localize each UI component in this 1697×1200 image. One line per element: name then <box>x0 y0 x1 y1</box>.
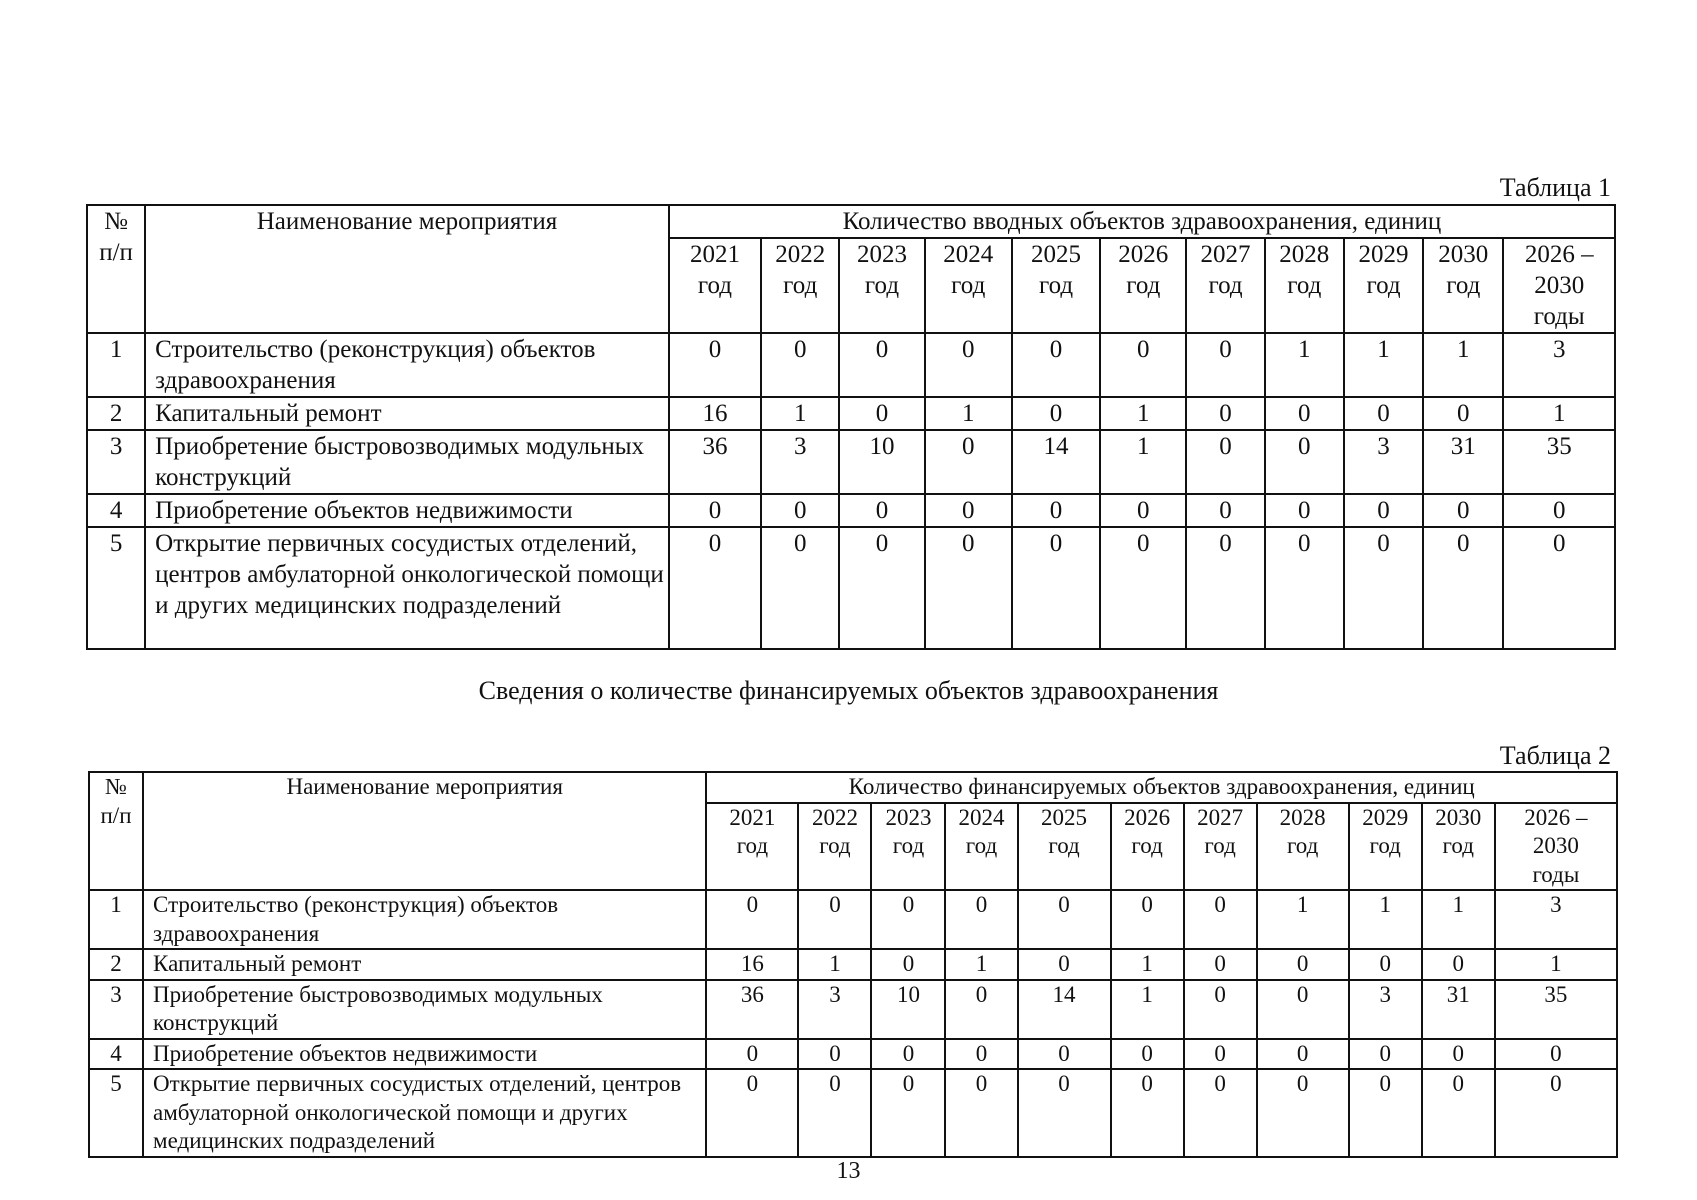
value-cell: 0 <box>1265 397 1344 430</box>
value-cell: 3 <box>1349 980 1422 1039</box>
row-number: 1 <box>87 333 145 397</box>
activity-name: Приобретение объектов недвижимости <box>145 494 669 527</box>
value-cell: 14 <box>1012 430 1100 494</box>
value-cell: 0 <box>925 333 1012 397</box>
value-cell: 0 <box>1111 1039 1184 1070</box>
activity-name: Приобретение быстровозводимых модульных конструкций <box>143 980 706 1039</box>
row-number: 5 <box>87 527 145 649</box>
table-row <box>89 1039 1617 1070</box>
header-activity-name: Наименование мероприятия <box>145 205 669 333</box>
value-cell: 0 <box>925 527 1012 649</box>
value-cell: 0 <box>839 527 924 649</box>
value-cell: 1 <box>1423 333 1503 397</box>
table2-caption: Таблица 2 <box>1499 741 1611 770</box>
header-year: 2026 – 2030 годы <box>1495 803 1617 891</box>
header-year: 2025 год <box>1012 238 1100 333</box>
value-cell: 0 <box>839 494 924 527</box>
header-year: 2027 год <box>1186 238 1264 333</box>
value-cell: 0 <box>798 890 871 949</box>
table-row <box>87 527 1615 649</box>
value-cell: 16 <box>669 397 761 430</box>
table1 <box>86 204 1616 650</box>
header-year: 2022 год <box>798 803 871 891</box>
value-cell: 3 <box>1503 333 1615 397</box>
value-cell: 0 <box>1423 527 1503 649</box>
value-cell: 0 <box>1257 1039 1349 1070</box>
row-number: 4 <box>87 494 145 527</box>
row-number: 2 <box>89 949 143 980</box>
value-cell: 0 <box>1257 1069 1349 1157</box>
value-cell: 1 <box>761 397 839 430</box>
value-cell: 0 <box>706 890 798 949</box>
header-year: 2021 год <box>669 238 761 333</box>
value-cell: 35 <box>1495 980 1617 1039</box>
activity-name: Приобретение объектов недвижимости <box>143 1039 706 1070</box>
value-cell: 3 <box>1344 430 1423 494</box>
value-cell: 0 <box>1265 527 1344 649</box>
header-row-number: № п/п <box>89 772 143 890</box>
value-cell: 0 <box>1186 397 1264 430</box>
value-cell: 1 <box>1422 890 1495 949</box>
value-cell: 0 <box>1186 527 1264 649</box>
value-cell: 1 <box>945 949 1017 980</box>
value-cell: 0 <box>1349 949 1422 980</box>
value-cell: 0 <box>1344 527 1423 649</box>
value-cell: 1 <box>1100 430 1186 494</box>
value-cell: 0 <box>1018 1069 1111 1157</box>
value-cell: 0 <box>1184 890 1257 949</box>
value-cell: 0 <box>1012 494 1100 527</box>
header-year: 2023 год <box>839 238 924 333</box>
value-cell: 0 <box>1186 333 1264 397</box>
value-cell: 0 <box>1344 494 1423 527</box>
value-cell: 1 <box>1349 890 1422 949</box>
value-cell: 0 <box>1111 1069 1184 1157</box>
table-row <box>89 1069 1617 1157</box>
value-cell: 16 <box>706 949 798 980</box>
value-cell: 0 <box>1018 1039 1111 1070</box>
value-cell: 0 <box>1349 1069 1422 1157</box>
value-cell: 0 <box>1184 949 1257 980</box>
activity-name: Капитальный ремонт <box>145 397 669 430</box>
table-row <box>87 397 1615 430</box>
header-year: 2026 год <box>1111 803 1184 891</box>
value-cell: 0 <box>925 494 1012 527</box>
activity-name: Открытие первичных сосудистых отделений, центров амбулаторной онкологической помощи и других медицинских подразделений <box>145 527 669 649</box>
activity-name: Строительство (реконструкция) объектов здравоохранения <box>145 333 669 397</box>
value-cell: 0 <box>871 1069 945 1157</box>
page-number: 13 <box>836 1158 861 1184</box>
header-year: 2027 год <box>1184 803 1257 891</box>
table2 <box>88 771 1618 1158</box>
header-year: 2028 год <box>1257 803 1349 891</box>
value-cell: 10 <box>839 430 924 494</box>
activity-name: Капитальный ремонт <box>143 949 706 980</box>
value-cell: 1 <box>1111 949 1184 980</box>
value-cell: 1 <box>925 397 1012 430</box>
value-cell: 0 <box>1495 1069 1617 1157</box>
activity-name: Строительство (реконструкция) объектов здравоохранения <box>143 890 706 949</box>
value-cell: 3 <box>761 430 839 494</box>
table2-heading: Сведения о количестве финансируемых объектов здравоохранения <box>478 676 1219 705</box>
value-cell: 0 <box>1018 890 1111 949</box>
value-cell: 0 <box>871 949 945 980</box>
row-number: 2 <box>87 397 145 430</box>
value-cell: 0 <box>669 527 761 649</box>
value-cell: 0 <box>945 1039 1017 1070</box>
value-cell: 0 <box>1423 494 1503 527</box>
value-cell: 0 <box>1184 980 1257 1039</box>
value-cell: 0 <box>945 980 1017 1039</box>
value-cell: 10 <box>871 980 945 1039</box>
row-number: 3 <box>89 980 143 1039</box>
value-cell: 1 <box>1111 980 1184 1039</box>
value-cell: 31 <box>1423 430 1503 494</box>
value-cell: 0 <box>1495 1039 1617 1070</box>
value-cell: 0 <box>839 333 924 397</box>
value-cell: 1 <box>1344 333 1423 397</box>
header-year: 2029 год <box>1344 238 1423 333</box>
value-cell: 0 <box>1186 430 1264 494</box>
table-row <box>87 333 1615 397</box>
header-year: 2025 год <box>1018 803 1111 891</box>
value-cell: 0 <box>706 1069 798 1157</box>
value-cell: 0 <box>1503 527 1615 649</box>
value-cell: 0 <box>945 890 1017 949</box>
header-year: 2029 год <box>1349 803 1422 891</box>
row-number: 4 <box>89 1039 143 1070</box>
value-cell: 0 <box>871 1039 945 1070</box>
value-cell: 0 <box>1422 949 1495 980</box>
value-cell: 1 <box>1100 397 1186 430</box>
value-cell: 36 <box>706 980 798 1039</box>
value-cell: 14 <box>1018 980 1111 1039</box>
value-cell: 0 <box>761 527 839 649</box>
row-number: 5 <box>89 1069 143 1157</box>
value-cell: 0 <box>1100 494 1186 527</box>
row-number: 3 <box>87 430 145 494</box>
value-cell: 0 <box>1422 1069 1495 1157</box>
value-cell: 0 <box>839 397 924 430</box>
header-year: 2021 год <box>706 803 798 891</box>
value-cell: 3 <box>1495 890 1617 949</box>
value-cell: 0 <box>1184 1039 1257 1070</box>
value-cell: 0 <box>1100 527 1186 649</box>
value-cell: 1 <box>1503 397 1615 430</box>
value-cell: 1 <box>1257 890 1349 949</box>
value-cell: 0 <box>1100 333 1186 397</box>
activity-name: Открытие первичных сосудистых отделений, центров амбулаторной онкологической помощи и других медицинских подразделений <box>143 1069 706 1157</box>
table-row <box>89 949 1617 980</box>
activity-name: Приобретение быстровозводимых модульных конструкций <box>145 430 669 494</box>
value-cell: 0 <box>1012 527 1100 649</box>
value-cell: 31 <box>1422 980 1495 1039</box>
header-year: 2026 год <box>1100 238 1186 333</box>
header-activity-name: Наименование мероприятия <box>143 772 706 890</box>
value-cell: 0 <box>761 333 839 397</box>
header-year: 2024 год <box>945 803 1017 891</box>
value-cell: 1 <box>798 949 871 980</box>
value-cell: 0 <box>669 333 761 397</box>
header-year: 2026 – 2030 годы <box>1503 238 1615 333</box>
value-cell: 0 <box>761 494 839 527</box>
value-cell: 0 <box>945 1069 1017 1157</box>
value-cell: 3 <box>798 980 871 1039</box>
value-cell: 0 <box>1111 890 1184 949</box>
header-year: 2022 год <box>761 238 839 333</box>
value-cell: 1 <box>1495 949 1617 980</box>
header-year: 2030 год <box>1422 803 1495 891</box>
header-row-number: № п/п <box>87 205 145 333</box>
value-cell: 0 <box>1186 494 1264 527</box>
table-row <box>87 494 1615 527</box>
value-cell: 0 <box>1012 333 1100 397</box>
header-quantity-group: Количество вводных объектов здравоохранения, единиц <box>669 205 1615 238</box>
value-cell: 0 <box>1257 949 1349 980</box>
value-cell: 0 <box>1265 494 1344 527</box>
table-row <box>87 430 1615 494</box>
value-cell: 0 <box>925 430 1012 494</box>
value-cell: 0 <box>871 890 945 949</box>
value-cell: 0 <box>1344 397 1423 430</box>
value-cell: 0 <box>1265 430 1344 494</box>
value-cell: 35 <box>1503 430 1615 494</box>
value-cell: 0 <box>798 1039 871 1070</box>
table1-caption: Таблица 1 <box>1499 173 1611 202</box>
value-cell: 0 <box>1257 980 1349 1039</box>
value-cell: 0 <box>1422 1039 1495 1070</box>
header-year: 2030 год <box>1423 238 1503 333</box>
value-cell: 0 <box>1184 1069 1257 1157</box>
header-year: 2023 год <box>871 803 945 891</box>
value-cell: 0 <box>1012 397 1100 430</box>
value-cell: 0 <box>1423 397 1503 430</box>
value-cell: 0 <box>706 1039 798 1070</box>
value-cell: 0 <box>1018 949 1111 980</box>
table-row <box>89 980 1617 1039</box>
value-cell: 0 <box>669 494 761 527</box>
value-cell: 0 <box>1503 494 1615 527</box>
header-year: 2028 год <box>1265 238 1344 333</box>
header-quantity-group: Количество финансируемых объектов здравоохранения, единиц <box>706 772 1617 803</box>
value-cell: 1 <box>1265 333 1344 397</box>
header-year: 2024 год <box>925 238 1012 333</box>
value-cell: 0 <box>1349 1039 1422 1070</box>
row-number: 1 <box>89 890 143 949</box>
table-row <box>89 890 1617 949</box>
value-cell: 0 <box>798 1069 871 1157</box>
value-cell: 36 <box>669 430 761 494</box>
